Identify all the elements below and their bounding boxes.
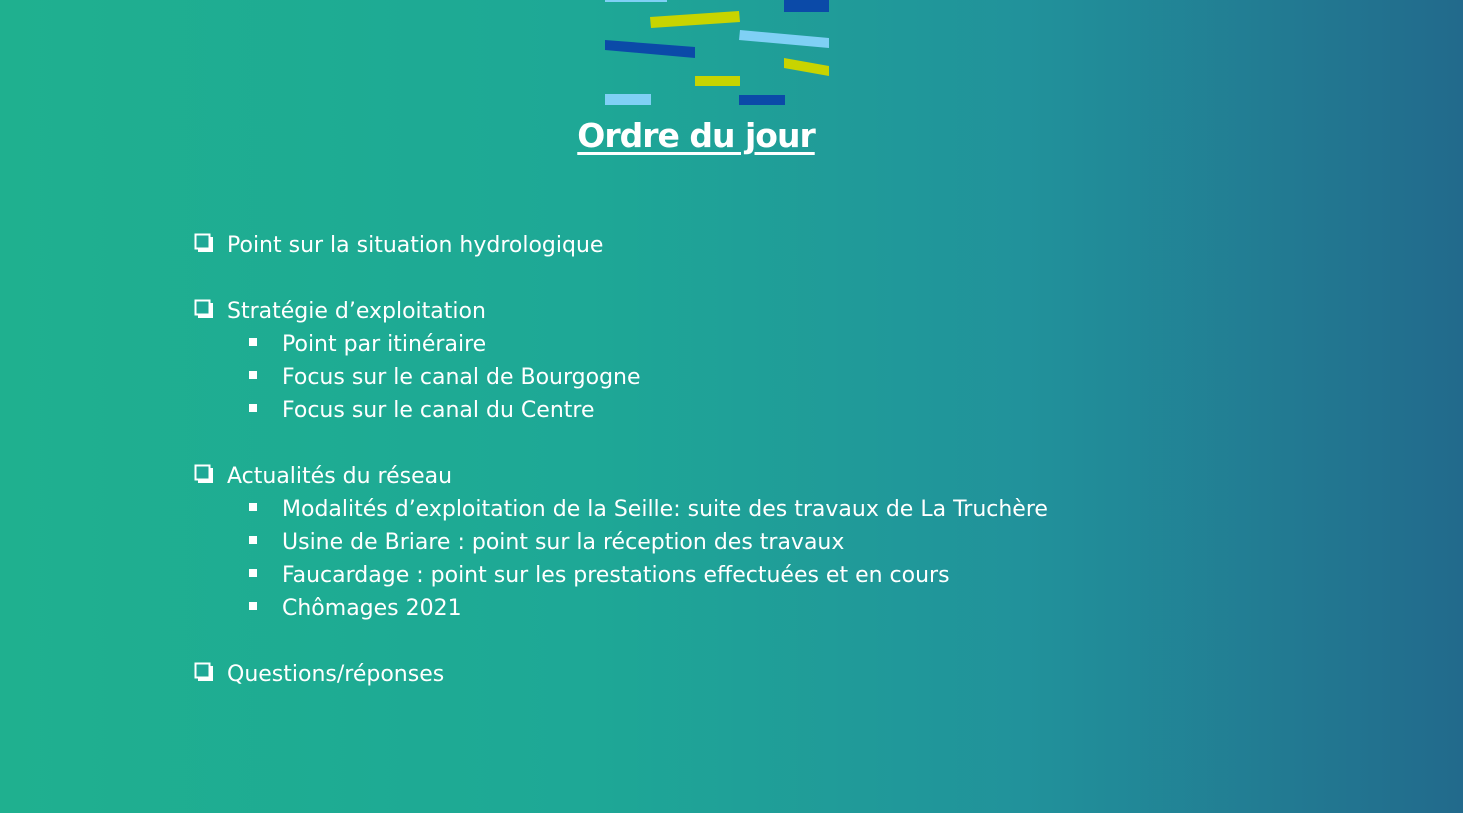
square-bullet-icon [249, 503, 257, 511]
page-title: Ordre du jour [577, 116, 815, 155]
checkbox-icon [194, 464, 214, 484]
sub-item-list [194, 493, 1194, 625]
logo-stripe [739, 95, 785, 105]
agenda-list [194, 229, 1194, 724]
sub-item-label: Focus sur le canal de Bourgogne [282, 365, 641, 390]
logo-stripe [695, 76, 740, 86]
sub-item-list [194, 328, 1194, 427]
square-bullet-icon [249, 536, 257, 544]
agenda-item-row [194, 229, 1194, 262]
agenda-item [194, 295, 1194, 427]
agenda-item-label: Questions/réponses [227, 662, 445, 687]
sub-item [249, 559, 1194, 592]
agenda-item-row [194, 460, 1194, 493]
checkbox-icon [194, 233, 214, 253]
checkbox-icon [194, 662, 214, 682]
square-bullet-icon [249, 371, 257, 379]
agenda-item-label: Actualités du réseau [227, 464, 453, 489]
square-bullet-icon [249, 338, 257, 346]
sub-item [249, 328, 1194, 361]
logo-stripe [784, 58, 829, 76]
agenda-item [194, 460, 1194, 625]
sub-item [249, 361, 1194, 394]
sub-item-label: Faucardage : point sur les prestations effectuées et en cours [282, 563, 950, 588]
agenda-item-row [194, 295, 1194, 328]
logo-stripe [605, 0, 667, 2]
sub-item-label: Usine de Briare : point sur la réception des travaux [282, 530, 845, 555]
square-bullet-icon [249, 569, 257, 577]
logo-stripe [739, 30, 829, 48]
agenda-item-label: Stratégie d’exploitation [227, 299, 486, 324]
sub-item [249, 526, 1194, 559]
agenda-item [194, 229, 1194, 262]
checkbox-icon [194, 299, 214, 319]
sub-item-label: Point par itinéraire [282, 332, 487, 357]
square-bullet-icon [249, 404, 257, 412]
sub-item-label: Focus sur le canal du Centre [282, 398, 595, 423]
sub-item [249, 394, 1194, 427]
logo-stripe [605, 94, 651, 105]
agenda-item-label: Point sur la situation hydrologique [227, 233, 604, 258]
sub-item [249, 592, 1194, 625]
sub-item-label: Modalités d’exploitation de la Seille: suite des travaux de La Truchère [282, 497, 1048, 522]
logo-stripe [650, 11, 740, 28]
sub-item-label: Chômages 2021 [282, 596, 462, 621]
logo-stripe [605, 40, 695, 58]
sub-item [249, 493, 1194, 526]
square-bullet-icon [249, 602, 257, 610]
logo-stripe [784, 0, 829, 12]
agenda-item [194, 658, 1194, 691]
logo-stripes [600, 0, 840, 112]
agenda-item-row [194, 658, 1194, 691]
